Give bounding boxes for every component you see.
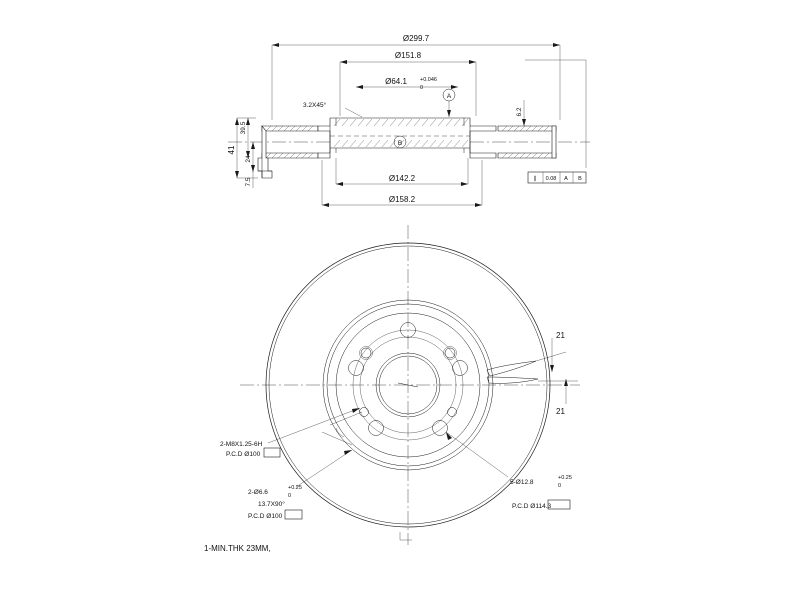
note-min-thickness: 1-MIN.THK 23MM, — [204, 544, 271, 553]
leader-arrow-locating — [344, 450, 352, 455]
note-locating-line2: 13.7X90° — [258, 501, 285, 508]
dim-text-overall-thk: 41 — [227, 145, 236, 155]
note-wheel-holes-group — [446, 432, 572, 510]
note-wheel-line2: P.C.D Ø114.3 — [512, 503, 552, 510]
note-chamfer: 3.2X45° — [303, 102, 327, 109]
front-view-group — [204, 225, 580, 553]
dim-text-vane-top: 21 — [556, 331, 565, 340]
wheel-bolt-hole-5 — [349, 361, 364, 376]
note-wheel-box — [548, 500, 570, 509]
fcf-tolerance: 0.08 — [545, 176, 557, 182]
dim-text-bore-tol-lower: 0 — [420, 85, 424, 91]
note-locating-line3: P.C.D Ø100 — [248, 513, 283, 520]
dim-text-bore: Ø64.1 — [385, 77, 407, 86]
locating-hole-2 — [448, 408, 457, 417]
dim-arrow-vane-bottom — [564, 379, 568, 386]
leader-chamfer — [345, 108, 362, 117]
section-label-b-text: B — [397, 140, 403, 147]
section-hat-left — [258, 126, 272, 178]
dim-arrow-ho-bottom — [251, 165, 255, 172]
leader-threaded-holes — [268, 408, 360, 443]
angle-leader-1 — [330, 412, 362, 425]
dim-arrow-vid-right — [461, 182, 468, 186]
dim-arrow-fid-right — [475, 203, 482, 207]
threaded-hole-2-thread — [444, 347, 457, 360]
note-wheel-tol-upper: +0.25 — [558, 475, 572, 481]
leader-arrow-threaded — [352, 408, 360, 413]
note-locating-box — [285, 510, 302, 519]
locating-hole-1 — [360, 408, 369, 417]
detail-label-a-text: A — [446, 93, 452, 100]
note-threaded-line2: P.C.D Ø100 — [226, 451, 261, 458]
dim-text-bolt-face: Ø151.8 — [394, 51, 422, 60]
cooling-vane-group — [487, 361, 538, 383]
dim-arrow-dt — [522, 119, 526, 126]
note-wheel-line1: 5-Ø12.8 — [510, 479, 534, 486]
dim-arrow-bf-right — [469, 60, 476, 64]
note-threaded-holes-group — [220, 408, 360, 458]
note-locating-tol-lower: 0 — [288, 493, 292, 499]
cooling-vane-lower — [487, 377, 538, 383]
section-view-group — [227, 34, 590, 207]
section-hat-center — [318, 118, 496, 158]
dim-arrow-bore-left — [356, 85, 363, 89]
note-locating-line1: 2-Ø6.6 — [248, 489, 268, 496]
fcf-datum-a: A — [564, 176, 568, 182]
leader-locating-holes — [296, 450, 352, 487]
section-outer-ring-right-top — [498, 126, 556, 131]
dim-text-vane-bottom: 21 — [556, 407, 565, 416]
leader-wheel-holes — [446, 432, 508, 477]
dim-arrow-vid-left — [336, 182, 343, 186]
dim-arrow-bf-left — [340, 60, 347, 64]
note-wheel-tol-lower: 0 — [558, 483, 562, 489]
note-locating-holes-group — [248, 450, 352, 520]
dim-text-od: Ø299.7 — [402, 34, 430, 43]
section-outer-ring-right-bottom — [498, 153, 556, 158]
dim-arrow-od-right — [553, 43, 560, 47]
dim-arrow-fid-left — [322, 203, 329, 207]
dim-arrow-od-left — [272, 43, 279, 47]
wheel-bolt-hole-4 — [369, 421, 384, 436]
fcf-symbol: ∥ — [533, 176, 537, 182]
dim-text-vent-id: Ø142.2 — [388, 174, 416, 183]
dim-text-hub-height: 39.5 — [240, 121, 247, 135]
note-locating-tol-upper: +0.25 — [288, 485, 302, 491]
dim-text-hat-offset: 24 — [245, 155, 252, 163]
wheel-bolt-hole-2 — [453, 361, 468, 376]
wheel-bolt-hole-3 — [433, 421, 448, 436]
leader-arrow-wheel — [446, 432, 452, 440]
fcf-datum-b: B — [578, 176, 582, 182]
dim-arrow-vane-top — [550, 365, 554, 372]
dim-arrow-ho-top — [251, 142, 255, 149]
dim-arrow-bore-right — [451, 85, 458, 89]
section-ring-right-edge — [552, 126, 556, 158]
dim-text-flange-thk: 7.5 — [245, 177, 252, 187]
section-arrow-bottom — [400, 532, 412, 540]
feature-control-frame — [528, 172, 586, 183]
ext-line-vane-top — [536, 352, 566, 361]
dim-text-disc-thk: 6.2 — [516, 107, 523, 117]
detail-arrow-a — [447, 110, 451, 117]
cooling-vane-upper — [487, 361, 536, 376]
angle-dim-group — [322, 412, 362, 445]
note-threaded-line1: 2-M8X1.25-6H — [220, 441, 263, 448]
note-threaded-box — [264, 448, 280, 457]
dim-arrow-ot-top — [235, 118, 239, 125]
threaded-hole-1-thread — [360, 347, 373, 360]
dim-text-friction-id: Ø158.2 — [388, 195, 416, 204]
dim-arrow-ot-bottom — [235, 171, 239, 178]
dim-text-bore-tol-upper: +0.046 — [420, 77, 437, 83]
